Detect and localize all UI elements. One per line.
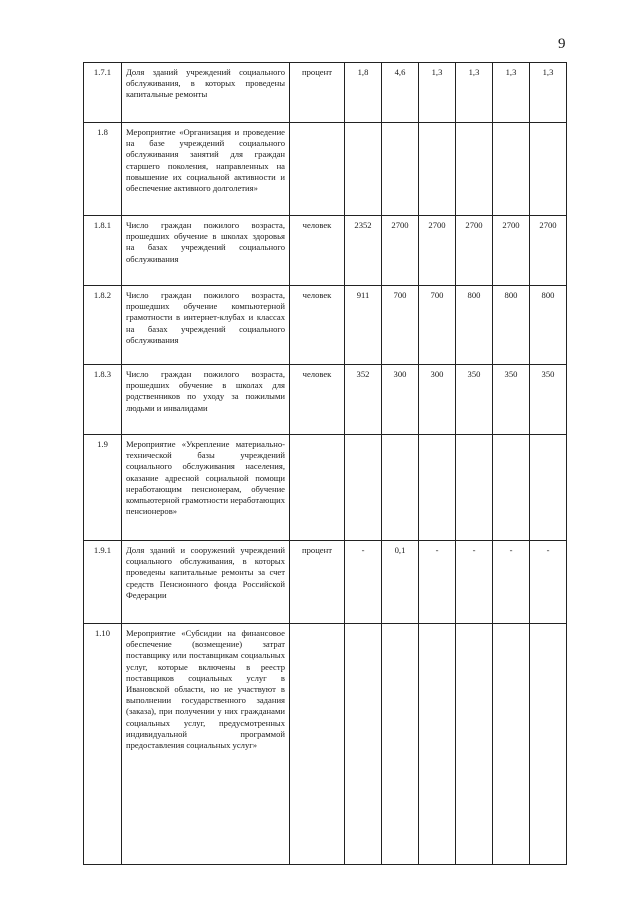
row-unit: процент (290, 541, 345, 624)
row-description: Мероприятие «Субсидии на финансовое обеспечение (возмещение) затрат поставщику или поставщикам социальных услуг, которые включены в реестр поставщиков социальных услуг в Ивановской области, но не участвуют в выполнении государственного задания (заказа), при получении у них гражданами социальных услуг, предусмотренных индивидуальной программой предоставления социальных услуг» (122, 624, 290, 865)
row-value: 352 (345, 365, 382, 435)
row-value (419, 624, 456, 865)
row-value (382, 123, 419, 216)
row-description: Число граждан пожилого возраста, прошедших обучение в школах здоровья на базах учреждений социального обслуживания (122, 216, 290, 286)
row-value: 700 (419, 286, 456, 365)
row-value: 2700 (493, 216, 530, 286)
row-value: 350 (456, 365, 493, 435)
row-value (456, 123, 493, 216)
row-value (530, 123, 567, 216)
row-value (345, 123, 382, 216)
row-value (493, 624, 530, 865)
table-row (84, 216, 567, 286)
row-number: 1.8.2 (84, 286, 122, 365)
row-description: Число граждан пожилого возраста, прошедших обучение компьютерной грамотности в интернет-клубах и классах на базах учреждений социального обслуживания (122, 286, 290, 365)
row-number: 1.10 (84, 624, 122, 865)
row-value: 2700 (419, 216, 456, 286)
row-value: - (456, 541, 493, 624)
row-number: 1.9.1 (84, 541, 122, 624)
row-value: 2700 (382, 216, 419, 286)
row-description: Доля зданий и сооружений учреждений социального обслуживания, в которых проведены капитальные ремонты за счет средств Пенсионного фонда Российской Федерации (122, 541, 290, 624)
row-value: 1,3 (456, 63, 493, 123)
row-unit: человек (290, 365, 345, 435)
row-value: 300 (382, 365, 419, 435)
row-value (382, 435, 419, 541)
row-value (345, 435, 382, 541)
indicators-table (83, 62, 567, 865)
table-row (84, 63, 567, 123)
row-description: Число граждан пожилого возраста, прошедших обучение в школах для родственников по уходу за пожилыми людьми и инвалидами (122, 365, 290, 435)
row-unit: человек (290, 216, 345, 286)
row-value: - (530, 541, 567, 624)
row-value (345, 624, 382, 865)
row-number: 1.8.3 (84, 365, 122, 435)
row-number: 1.8.1 (84, 216, 122, 286)
row-value: 300 (419, 365, 456, 435)
row-unit: человек (290, 286, 345, 365)
row-value: - (493, 541, 530, 624)
row-value: 350 (530, 365, 567, 435)
table-row (84, 624, 567, 865)
row-value: 1,3 (493, 63, 530, 123)
row-value (493, 435, 530, 541)
row-description: Мероприятие «Укрепление материально-технической базы учреждений социального обслуживания населения, оказание адресной социальной помощи неработающим пенсионерам, обучение компьютерной грамотности неработающих пенсионеров» (122, 435, 290, 541)
row-unit: процент (290, 63, 345, 123)
row-value: 2352 (345, 216, 382, 286)
row-unit (290, 624, 345, 865)
table-row (84, 435, 567, 541)
table-row (84, 365, 567, 435)
table-row (84, 541, 567, 624)
row-value (456, 624, 493, 865)
row-number: 1.7.1 (84, 63, 122, 123)
row-description: Доля зданий учреждений социального обслуживания, в которых проведены капитальные ремонты (122, 63, 290, 123)
table-row (84, 123, 567, 216)
row-value: - (345, 541, 382, 624)
table-row (84, 286, 567, 365)
row-value: 350 (493, 365, 530, 435)
row-value: 0,1 (382, 541, 419, 624)
row-value: 4,6 (382, 63, 419, 123)
row-number: 1.8 (84, 123, 122, 216)
row-value (419, 435, 456, 541)
row-value: 1,8 (345, 63, 382, 123)
page-number: 9 (558, 36, 566, 52)
row-value: - (419, 541, 456, 624)
row-value: 2700 (530, 216, 567, 286)
row-value (382, 624, 419, 865)
row-value (530, 624, 567, 865)
row-value: 911 (345, 286, 382, 365)
row-unit (290, 123, 345, 216)
row-value (530, 435, 567, 541)
row-value: 1,3 (419, 63, 456, 123)
row-unit (290, 435, 345, 541)
row-value: 1,3 (530, 63, 567, 123)
row-value (456, 435, 493, 541)
row-value: 700 (382, 286, 419, 365)
row-value: 800 (493, 286, 530, 365)
row-number: 1.9 (84, 435, 122, 541)
row-description: Мероприятие «Организация и проведение на базе учреждений социального обслуживания занятий для граждан старшего поколения, направленных на повышение их социальной активности и обеспечение активного долголетия» (122, 123, 290, 216)
row-value: 800 (456, 286, 493, 365)
row-value (493, 123, 530, 216)
row-value (419, 123, 456, 216)
row-value: 2700 (456, 216, 493, 286)
row-value: 800 (530, 286, 567, 365)
